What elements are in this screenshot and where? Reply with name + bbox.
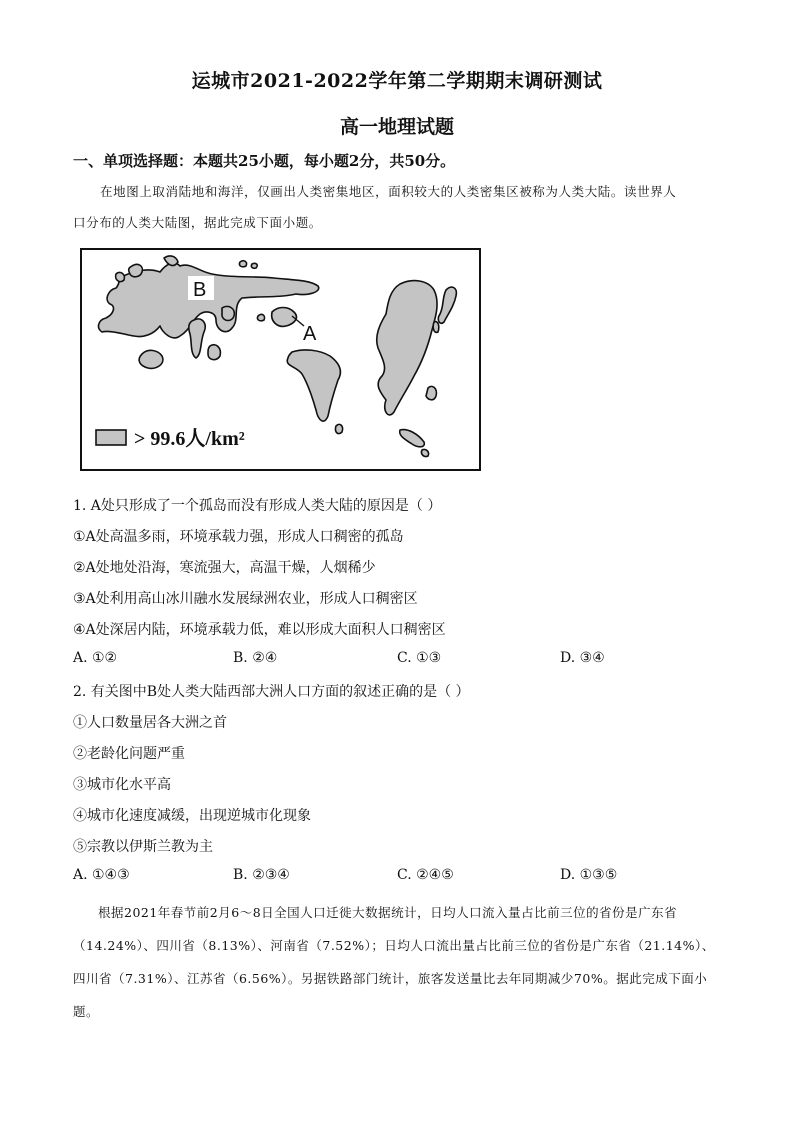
q1-stem: 1. A处只形成了一个孤岛而没有形成人类大陆的原因是（ ） <box>73 498 442 514</box>
q1-item-3: ③A处利用高山冰川融水发展绿洲农业，形成人口稠密区 <box>73 591 418 607</box>
q2-item-5: ⑤宗教以伊斯兰教为主 <box>73 839 213 855</box>
q1-item-1: ①A处高温多雨，环境承载力强，形成人口稠密的孤岛 <box>73 529 404 545</box>
q1-option-d[interactable]: D. ③④ <box>560 650 605 666</box>
q2-option-b[interactable]: B. ②③④ <box>233 867 290 883</box>
map-label-b: B <box>193 279 207 301</box>
island-a-small <box>257 314 264 320</box>
region-central <box>222 306 234 320</box>
exam-subtitle: 高一地理试题 <box>339 116 454 138</box>
q2-item-2: ②老龄化问题严重 <box>73 746 185 762</box>
legend-label: > 99.6人/km² <box>134 428 245 450</box>
intro-line-1: 在地图上取消陆地和海洋，仅画出人类密集地区，面积较大的人类密集区被称为人类大陆。读世界人 <box>100 184 677 199</box>
q2-item-1: ①人口数量居各大洲之首 <box>73 715 227 731</box>
q2-item-4: ④城市化速度减缓，出现逆城市化现象 <box>73 808 311 824</box>
region-west-africa <box>139 350 163 368</box>
q2-stem: 2. 有关图中B处人类大陆西部大洲人口方面的叙述正确的是（ ） <box>73 684 470 700</box>
region-nile <box>189 319 205 358</box>
q1-option-b[interactable]: B. ②④ <box>233 650 278 666</box>
section-heading: 一、单项选择题：本题共25小题，每小题2分，共50分。 <box>73 152 456 170</box>
island-ireland <box>116 272 125 281</box>
population-map <box>82 250 479 469</box>
exam-title: 运城市2021-2022学年第二学期期末调研测试 <box>191 70 603 92</box>
region-japan <box>438 287 456 323</box>
region-east-africa <box>208 345 220 360</box>
island-java-small <box>421 449 428 456</box>
region-scandinavia <box>164 256 178 266</box>
intro-line-2: 口分布的人类大陆图，据此完成下面小题。 <box>73 215 322 230</box>
q1-option-c[interactable]: C. ①③ <box>397 650 442 666</box>
island-small-2 <box>251 263 257 268</box>
population-map-figure <box>80 248 481 471</box>
region-korea <box>433 322 439 333</box>
island-srilanka <box>335 424 342 433</box>
region-java <box>400 430 425 447</box>
q2-item-3: ③城市化水平高 <box>73 777 171 793</box>
q2-options <box>73 867 733 887</box>
island-small-1 <box>239 261 246 267</box>
region-philippines <box>426 386 436 399</box>
q1-options <box>73 650 733 670</box>
q2-option-c[interactable]: C. ②④⑤ <box>397 867 454 883</box>
q1-option-a[interactable]: A. ①② <box>73 650 118 666</box>
q2-option-d[interactable]: D. ①③⑤ <box>560 867 618 883</box>
q1-item-4: ④A处深居内陆，环境承载力低，难以形成大面积人口稠密区 <box>73 622 446 638</box>
q1-item-2: ②A处地处沿海，寒流强大，高温干燥，人烟稀少 <box>73 560 376 576</box>
q2-option-a[interactable]: A. ①④③ <box>73 867 130 883</box>
legend-swatch <box>96 430 126 445</box>
region-india <box>287 350 340 421</box>
map-label-a: A <box>303 323 317 345</box>
intro2-paragraph: 根据2021年春节前2月6～8日全国人口迁徙大数据统计，日均人口流入量占比前三位的省份是广东省（14.24%）、四川省（8.13%）、河南省（7.52%）；日均人口流出量占比前三位的省份是广东省（21.14%）、四川省（7.31%）、江苏省（6.56%）。另据铁路部门统计，旅客发送量比去年同期减少70%。据此完成下面小题。 <box>73 905 715 1019</box>
island-uk <box>129 264 143 276</box>
